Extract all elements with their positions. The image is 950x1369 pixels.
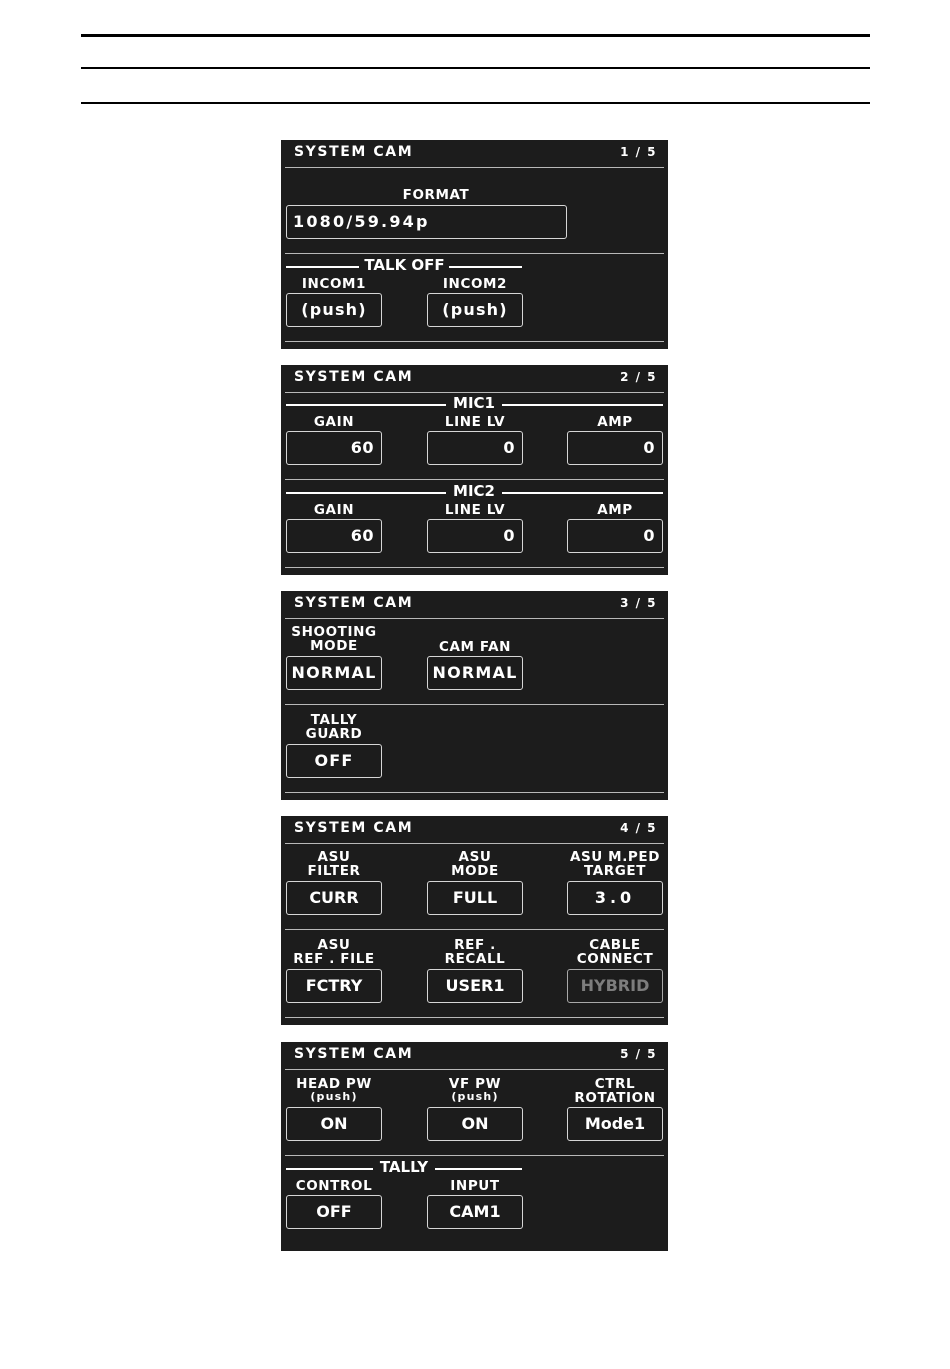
- screen-header: [281, 365, 668, 392]
- page-indicator: 4 / 5: [620, 821, 657, 835]
- ctrl-rotation-field[interactable]: Mode1: [567, 1107, 663, 1141]
- screen-header: [281, 816, 668, 843]
- tally-guard-field[interactable]: OFF: [286, 744, 382, 778]
- mic2-line-lv-label: LINE LV: [444, 502, 506, 518]
- head-pw-label: [286, 1078, 382, 1102]
- label-line: TARGET: [583, 863, 647, 879]
- label-line: HEAD PW: [296, 1076, 372, 1092]
- incom1-push-button[interactable]: (push): [286, 293, 382, 327]
- label-line: ASU: [458, 849, 492, 865]
- tally-input-field[interactable]: CAM1: [427, 1195, 523, 1229]
- ref-recall-label: [427, 939, 523, 966]
- mic2-amp-field[interactable]: 0: [567, 519, 663, 553]
- section-title: TALK OFF: [364, 256, 445, 274]
- divider: [285, 1155, 664, 1156]
- screen-title: SYSTEM CAM: [294, 820, 414, 836]
- label-line: ROTATION: [574, 1090, 656, 1106]
- section-title: MIC1: [453, 394, 495, 412]
- section-title: MIC2: [453, 482, 495, 500]
- divider: [285, 253, 664, 254]
- section-line: [449, 266, 522, 268]
- mic2-gain-field[interactable]: 60: [286, 519, 382, 553]
- tally-control-field[interactable]: OFF: [286, 1195, 382, 1229]
- label-line: FILTER: [307, 863, 361, 879]
- section-line: [286, 266, 359, 268]
- label-line: CTRL: [594, 1076, 636, 1092]
- cable-connect-label: [565, 939, 665, 966]
- screen-title: SYSTEM CAM: [294, 369, 414, 385]
- label-line: ASU: [317, 937, 351, 953]
- shooting-mode-field[interactable]: NORMAL: [286, 656, 382, 690]
- page-indicator: 5 / 5: [620, 1047, 657, 1061]
- incom2-label: INCOM2: [442, 276, 508, 292]
- shooting-mode-label: [283, 626, 385, 653]
- label-line: GUARD: [305, 726, 363, 742]
- mic1-amp-field[interactable]: 0: [567, 431, 663, 465]
- label-line: SHOOTING: [291, 624, 377, 640]
- cable-connect-field: HYBRID: [567, 969, 663, 1003]
- label-line: ASU: [317, 849, 351, 865]
- tally-section-header: [286, 1158, 522, 1176]
- screen-header: [281, 591, 668, 618]
- section-line: [286, 492, 446, 494]
- cam-fan-field[interactable]: NORMAL: [427, 656, 523, 690]
- asu-mode-label: [427, 851, 523, 878]
- top-rule-thick: [81, 34, 870, 37]
- vf-pw-label: [427, 1078, 523, 1102]
- divider: [285, 167, 664, 168]
- mic2-amp-label: AMP: [597, 502, 633, 518]
- label-line: MODE: [451, 863, 499, 879]
- cam-fan-label: CAM FAN: [438, 639, 512, 655]
- page-indicator: 2 / 5: [620, 370, 657, 384]
- system-cam-screen-3: [281, 591, 668, 800]
- screen-title: SYSTEM CAM: [294, 1046, 414, 1062]
- section-line: [502, 404, 663, 406]
- asu-mped-target-field[interactable]: 3.0: [567, 881, 663, 915]
- label-line: REF . FILE: [293, 951, 375, 967]
- divider: [285, 792, 664, 793]
- page-indicator: 1 / 5: [620, 145, 657, 159]
- divider: [285, 567, 664, 568]
- page-indicator: 3 / 5: [620, 596, 657, 610]
- label-push-hint: (push): [310, 1090, 358, 1103]
- divider: [285, 479, 664, 480]
- format-field[interactable]: 1080/59.94p: [286, 205, 567, 239]
- format-label: FORMAT: [402, 187, 470, 203]
- tally-input-label: INPUT: [450, 1178, 500, 1194]
- divider: [285, 704, 664, 705]
- ctrl-rotation-label: [565, 1078, 665, 1105]
- vf-pw-button[interactable]: ON: [427, 1107, 523, 1141]
- mic1-amp-label: AMP: [597, 414, 633, 430]
- asu-mode-field[interactable]: FULL: [427, 881, 523, 915]
- mic1-section-header: [286, 394, 663, 412]
- label-line: VF PW: [448, 1076, 502, 1092]
- label-line: TALLY: [310, 712, 358, 728]
- divider: [285, 341, 664, 342]
- divider: [285, 929, 664, 930]
- divider: [285, 843, 664, 844]
- asu-filter-field[interactable]: CURR: [286, 881, 382, 915]
- label-push-hint: (push): [451, 1090, 499, 1103]
- top-rule-middle: [81, 67, 870, 69]
- incom1-label: INCOM1: [301, 276, 367, 292]
- divider: [285, 618, 664, 619]
- incom2-push-button[interactable]: (push): [427, 293, 523, 327]
- system-cam-screen-4: [281, 816, 668, 1025]
- asu-mped-target-label: [563, 851, 667, 878]
- section-line: [286, 404, 446, 406]
- divider: [285, 392, 664, 393]
- screen-title: SYSTEM CAM: [294, 144, 414, 160]
- top-rule-bottom: [81, 102, 870, 104]
- system-cam-screen-2: [281, 365, 668, 575]
- label-line: ASU M.PED: [569, 849, 661, 865]
- mic1-gain-field[interactable]: 60: [286, 431, 382, 465]
- asu-ref-file-label: [283, 939, 385, 966]
- mic2-section-header: [286, 482, 663, 500]
- section-title: TALLY: [379, 1158, 429, 1176]
- label-line: CABLE: [589, 937, 641, 953]
- asu-ref-file-field[interactable]: FCTRY: [286, 969, 382, 1003]
- tally-control-label: CONTROL: [295, 1178, 373, 1194]
- label-line: CONNECT: [576, 951, 654, 967]
- divider: [285, 1069, 664, 1070]
- head-pw-button[interactable]: ON: [286, 1107, 382, 1141]
- label-line: REF .: [454, 937, 496, 953]
- mic1-line-lv-field[interactable]: 0: [427, 431, 523, 465]
- section-line: [286, 1168, 373, 1170]
- talk-off-section-header: [286, 256, 522, 274]
- mic1-line-lv-label: LINE LV: [444, 414, 506, 430]
- label-line: RECALL: [444, 951, 506, 967]
- mic2-line-lv-field[interactable]: 0: [427, 519, 523, 553]
- section-line: [435, 1168, 522, 1170]
- screen-header: [281, 140, 668, 167]
- tally-guard-label: [286, 714, 382, 741]
- mic2-gain-label: GAIN: [313, 502, 355, 518]
- system-cam-screen-5: [281, 1042, 668, 1251]
- divider: [285, 1017, 664, 1018]
- screen-title: SYSTEM CAM: [294, 595, 414, 611]
- label-line: MODE: [310, 638, 358, 654]
- screen-header: [281, 1042, 668, 1069]
- ref-recall-field[interactable]: USER1: [427, 969, 523, 1003]
- section-line: [502, 492, 663, 494]
- asu-filter-label: [286, 851, 382, 878]
- mic1-gain-label: GAIN: [313, 414, 355, 430]
- system-cam-screen-1: [281, 140, 668, 349]
